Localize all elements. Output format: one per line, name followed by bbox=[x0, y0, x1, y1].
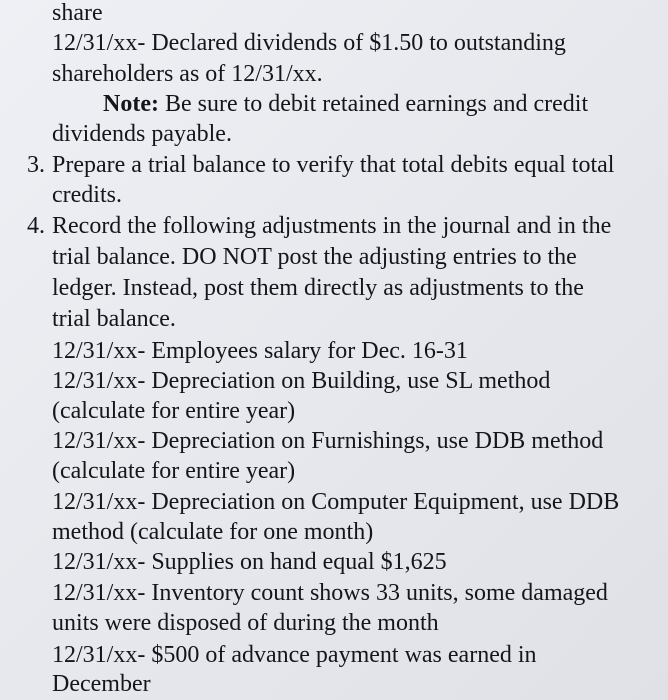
adjustment-line: 12/31/xx- Inventory count shows 33 units, some damaged bbox=[52, 580, 608, 606]
step-number: 3. bbox=[27, 152, 45, 178]
step-line: trial balance. DO NOT post the adjusting entries to the bbox=[52, 244, 577, 270]
adjustment-line: (calculate for entire year) bbox=[52, 458, 296, 484]
step-line: Prepare a trial balance to verify that total debits equal total bbox=[52, 152, 615, 178]
step-line: Record the following adjustments in the journal and in the bbox=[52, 213, 612, 239]
adjustment-line: 12/31/xx- Depreciation on Building, use SL method bbox=[52, 368, 551, 394]
adjustment-line: December bbox=[52, 671, 151, 697]
adjustment-line: 12/31/xx- Supplies on hand equal $1,625 bbox=[52, 549, 447, 575]
adjustment-line: 12/31/xx- Employees salary for Dec. 16-31 bbox=[52, 338, 468, 364]
note-line bbox=[103, 89, 588, 119]
adjustment-line: units were disposed of during the month bbox=[52, 610, 439, 636]
intro-line: shareholders as of 12/31/xx. bbox=[52, 61, 323, 87]
step-number: 4. bbox=[27, 213, 45, 239]
note-line: dividends payable. bbox=[52, 121, 232, 147]
adjustment-line: 12/31/xx- Depreciation on Furnishings, use DDB method bbox=[52, 428, 604, 454]
step-line: credits. bbox=[52, 182, 122, 208]
step-line: ledger. Instead, post them directly as adjustments to the bbox=[52, 275, 584, 301]
intro-line: 12/31/xx- Declared dividends of $1.50 to outstanding bbox=[52, 30, 566, 56]
adjustment-line: 12/31/xx- Depreciation on Computer Equipment, use DDB bbox=[52, 489, 620, 515]
intro-line: share bbox=[52, 0, 103, 26]
note-label: Note: bbox=[103, 91, 159, 117]
adjustment-line: method (calculate for one month) bbox=[52, 519, 374, 545]
note-text: Be sure to debit retained earnings and credit bbox=[158, 91, 589, 117]
adjustment-line: 12/31/xx- $500 of advance payment was earned in bbox=[52, 642, 537, 668]
adjustment-line: (calculate for entire year) bbox=[52, 398, 296, 424]
step-line: trial balance. bbox=[52, 306, 176, 332]
